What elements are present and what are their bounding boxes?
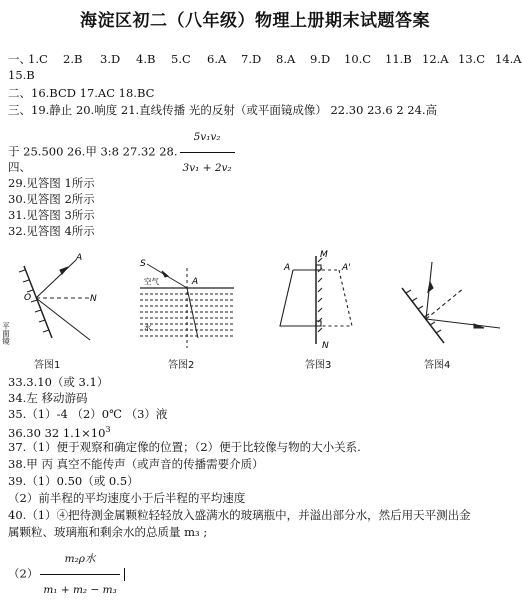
answer-item: 8.A bbox=[276, 52, 296, 66]
section4-item: 31.见答图 3所示 bbox=[8, 208, 95, 222]
figure-3-caption: 答图3 bbox=[305, 360, 332, 371]
fig1-mirror-label: 平面镜 bbox=[1, 322, 11, 345]
answer-item: 4.B bbox=[136, 52, 156, 66]
fig1-label-n: N bbox=[90, 294, 97, 304]
formula-speed bbox=[180, 122, 235, 183]
section4-item: 30.见答图 2所示 bbox=[8, 192, 95, 206]
section4-item: 29.见答图 1所示 bbox=[8, 176, 95, 190]
answer-39: 39.（1）0.50（或 0.5） bbox=[8, 474, 139, 488]
answer-40-part2 bbox=[8, 544, 125, 605]
fig2-air-label: 空气 bbox=[144, 277, 159, 286]
answer-34: 34.左 移动游码 bbox=[8, 391, 88, 405]
answer-36 bbox=[8, 423, 111, 440]
figure-1 bbox=[2, 248, 112, 356]
answer-item: 1.C bbox=[28, 52, 48, 66]
answer-37: 37.（1）便于观察和确定像的位置；（2）便于比较像与物的大小关系. bbox=[8, 440, 361, 454]
answer-item: 5.C bbox=[171, 52, 191, 66]
answer-33: 33.3.10（或 3.1） bbox=[8, 375, 109, 389]
answer-figures bbox=[0, 248, 510, 370]
answer-item: 13.C bbox=[458, 52, 486, 66]
figure-2 bbox=[132, 248, 242, 356]
formula2-denominator: m₁ + m₂ − m₃ bbox=[43, 584, 117, 596]
fig2-label-a: A bbox=[192, 277, 199, 287]
figure-4-caption: 答图4 bbox=[424, 360, 451, 371]
answer-item: 10.C bbox=[344, 52, 372, 66]
answer-item: 9.D bbox=[310, 52, 331, 66]
text-cursor bbox=[124, 568, 125, 581]
section1-continued: 15.B bbox=[8, 68, 35, 82]
figure-4 bbox=[392, 248, 508, 356]
section3-line1: 三、19.静止 20.响度 21.直线传播 光的反射（或平面镜成像） 22.30 23.6 2 24.高 bbox=[8, 103, 438, 117]
section4-item: 32.见答图 4所示 bbox=[8, 224, 95, 238]
section4-heading: 四、 bbox=[8, 160, 31, 174]
section1-line bbox=[8, 52, 522, 66]
answer-36-text: 36.30 32 1.1×10 bbox=[8, 425, 106, 440]
fig1-label-o: O bbox=[24, 293, 32, 303]
answer-36-exponent: 3 bbox=[105, 425, 111, 434]
page-title: 海淀区初二（八年级）物理上册期末试题答案 bbox=[80, 11, 430, 31]
answer-38: 38.甲 丙 真空不能传声（或声音的传播需要介质） bbox=[8, 457, 264, 471]
section3-line2-text: 于 25.500 26.甲 3:8 27.32 28. bbox=[8, 144, 178, 159]
figure-1-caption: 答图1 bbox=[34, 360, 61, 371]
fig3-label-m: M bbox=[320, 250, 328, 260]
formula-denominator: 3v₁ + 2v₂ bbox=[182, 162, 232, 174]
formula2-numerator: m₂ρ水 bbox=[40, 544, 119, 575]
fig3-label-a: A bbox=[284, 263, 291, 273]
answer-40: 40.（1）④把待测金属颗粒轻轻放入盛满水的玻璃瓶中，并溢出部分水，然后用天平测出金 bbox=[8, 508, 471, 522]
fig2-label-s: S bbox=[140, 259, 146, 269]
section1-prefix: 一、 bbox=[8, 52, 31, 66]
figure-2-caption: 答图2 bbox=[168, 360, 195, 371]
section3-line2 bbox=[8, 122, 237, 183]
answer-item: 12.A bbox=[422, 52, 449, 66]
figure-3 bbox=[258, 248, 378, 356]
formula-density bbox=[40, 544, 119, 605]
fig2-water-label: 水 bbox=[144, 323, 152, 332]
answer-item: 14.A bbox=[495, 52, 522, 66]
fig3-label-a2: A' bbox=[342, 263, 351, 273]
answer-item: 7.D bbox=[241, 52, 262, 66]
fig3-label-n: N bbox=[322, 341, 329, 351]
section2-line: 二、16.BCD 17.AC 18.BC bbox=[8, 86, 155, 100]
answer-40-part2-prefix: （2） bbox=[8, 566, 39, 581]
formula-numerator: 5v₁v₂ bbox=[180, 122, 235, 153]
answer-35: 35.（1）-4 （2）0℃ （3）液 bbox=[8, 407, 168, 421]
answer-item: 11.B bbox=[385, 52, 412, 66]
answer-item: 3.D bbox=[100, 52, 121, 66]
answer-item: 6.A bbox=[207, 52, 227, 66]
fig1-label-a: A bbox=[76, 253, 83, 263]
answer-40-cont: 属颗粒、玻璃瓶和剩余水的总质量 m₃ ; bbox=[8, 525, 208, 539]
answer-item: 2.B bbox=[63, 52, 83, 66]
answer-39-part2: （2）前半程的平均速度小于后半程的平均速度 bbox=[8, 491, 246, 505]
